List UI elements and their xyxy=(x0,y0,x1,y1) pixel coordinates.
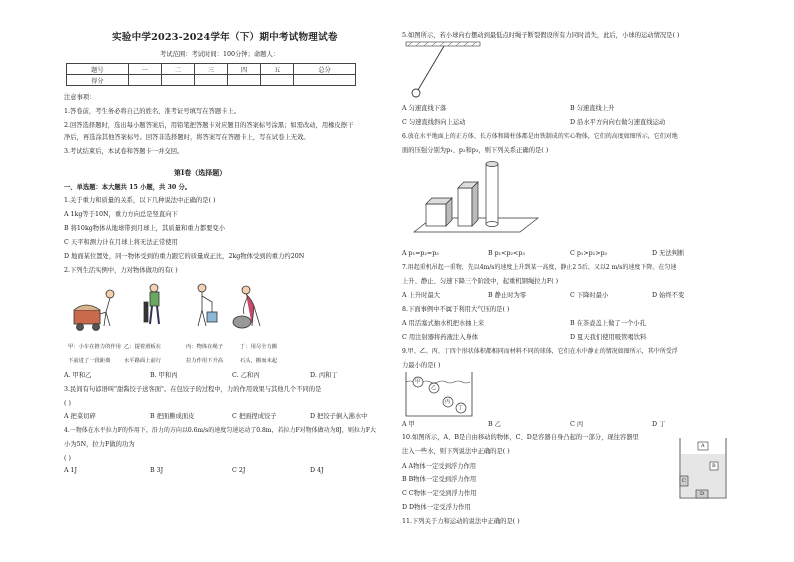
q10-option: B B物体一定受到浮力作用 xyxy=(402,476,477,483)
score-header-cell: 一 xyxy=(128,64,161,75)
q7-option: B 静止时为零 xyxy=(488,292,527,299)
q10-option: D D物体一定受浮力作用 xyxy=(402,504,471,511)
ball-label: 乙 xyxy=(431,385,437,391)
q9-option: D 丁 xyxy=(652,421,666,428)
q9-option: C 丙 xyxy=(570,421,584,428)
exam-info: 考试范围：考试时间：100分钟；命题人： xyxy=(160,51,280,58)
q4-option: B 3J xyxy=(150,467,164,474)
q6-solids-diagram xyxy=(412,158,542,240)
ball-label: 丙 xyxy=(445,399,451,405)
page-title: 实验中学2023-2024学年（下）期中考试物理试卷 xyxy=(112,32,338,43)
q2-caption: 石头，搬而未起 xyxy=(240,358,278,364)
score-header-cell: 四 xyxy=(228,64,261,75)
q3-bracket: ( ) xyxy=(64,400,71,407)
cube-shape xyxy=(426,198,452,226)
q9-tank-diagram xyxy=(404,370,474,418)
q2-caption: 甲：小车在推力的作用 xyxy=(68,344,121,350)
q2-option: C. 乙和丙 xyxy=(232,372,260,379)
q2-option: B. 甲和丙 xyxy=(150,372,178,379)
cuboid-shape xyxy=(458,182,478,226)
q10-container-diagram xyxy=(676,436,730,500)
q9-option: B 乙 xyxy=(488,421,501,428)
q2-caption: 水平路面上前行 xyxy=(124,358,162,364)
rope-lift-figure xyxy=(198,284,217,326)
q3-option: D 把饺子倒入沸水中 xyxy=(310,413,368,420)
q4-option: C 2J xyxy=(232,467,246,474)
q5-option: B 匀速直线上升 xyxy=(570,105,615,112)
q6-option: B p₁<p₂<p₃ xyxy=(488,250,525,257)
note-line: 1.答卷前，考生务必将自己的姓名、准考证号填写在答题卡上。 xyxy=(64,108,241,115)
object-label: C xyxy=(682,478,686,484)
part1-title: 一、单选题：本大题共 15 小题，共 30 分。 xyxy=(64,184,192,191)
q2-caption: 下前进了一段距离 xyxy=(68,358,111,364)
cart-push-figure xyxy=(74,290,114,331)
score-header-cell: 题号 xyxy=(67,64,129,75)
q7-option: D 始终不变 xyxy=(652,292,685,299)
score-header-cell: 总分 xyxy=(294,64,356,75)
score-cell[interactable] xyxy=(228,75,261,86)
q2-caption: 乙：提着滑板在 xyxy=(124,344,162,350)
object-label: D xyxy=(700,491,705,497)
score-cell[interactable] xyxy=(161,75,194,86)
ball-label: 丁 xyxy=(458,405,464,411)
q1-option: C 天平和测力计在月球上将无法正常使用 xyxy=(64,239,178,246)
q7-stem: 7.用起重机吊起一重物，先以4m/s的速度上升到某一高度，静止2 5后，又以2 m/s的速度下降。在匀速 xyxy=(402,264,677,271)
score-cell[interactable] xyxy=(261,75,294,86)
q4-option: A 1J xyxy=(64,467,78,474)
q6-option: D 无法判断 xyxy=(652,250,685,257)
score-header-cell: 二 xyxy=(161,64,194,75)
q6-stem: 6.放在水平地面上的正方体、长方体和圆柱体都是由铁制成的实心物体，它们的高度如图所示，它们对地 xyxy=(402,133,678,140)
q5-option: A 匀速直线下落 xyxy=(402,105,447,112)
score-row-label: 得分 xyxy=(67,75,129,86)
q8-option: D 夏天我们使用吸管喝饮料 xyxy=(570,334,647,341)
q2-caption: 拉力作用下升高 xyxy=(186,358,224,364)
q7-option: A 上升时最大 xyxy=(402,292,441,299)
score-cell[interactable] xyxy=(128,75,161,86)
q5-stem: 5.如图所示，若小球向右摆动到最低点时绳子断裂假设所有力同时消失，此后，小球的运动情况是( ) xyxy=(402,32,680,39)
q2-caption: 丙：物体在绳子 xyxy=(186,344,224,350)
score-table-row xyxy=(67,75,356,86)
q1-option: A 1kg等于10N，重力方向总是竖直向下 xyxy=(64,211,178,218)
ball-label: 甲 xyxy=(415,379,421,385)
q9-option: A 甲 xyxy=(402,421,415,428)
q5-option: D 沿水平方向向右做匀速直线运动 xyxy=(570,119,666,126)
q3-option: A 把菜切碎 xyxy=(64,413,96,420)
q10-stem: 10.如图所示，A、B是自由移动的物体，C、D是容器自身凸起的一部分，现往容器里 xyxy=(402,434,639,441)
q1-option: B 将10kg物体从地球带到月球上，其质量和重力都要变小 xyxy=(64,225,226,232)
score-cell[interactable] xyxy=(294,75,356,86)
object-label: A xyxy=(701,443,705,449)
q4-stem: 4.一物体在水平拉力F的作用下，沿力的方向以0.6m/s的速度匀速运动了0.8m，若拉力F对物体做功为8J，则拉力F大 xyxy=(64,427,377,434)
q2-caption: 丁：用尽全力搬 xyxy=(240,344,278,350)
note-line: 2.回答选择题时，选出每小题答案后，用铅笔把答题卡对应题目的答案标号涂黑；如需改动，用橡皮擦干 xyxy=(64,122,354,129)
q6-stem: 面的压强分别为p₁、p₂和p₃，则下列关系正确的是( ) xyxy=(402,147,549,154)
q4-option: D 4J xyxy=(310,467,324,474)
q2-illustration xyxy=(66,280,276,338)
notes-title: 注意事项： xyxy=(64,94,96,101)
q3-stem: 3.民间有句谚语叫"甜酱饺子送客面"。在包饺子的过程中，力的作用效果与其他几个不同的是 xyxy=(64,386,322,393)
q10-option: C C物体一定受到浮力作用 xyxy=(402,490,477,497)
score-cell[interactable] xyxy=(194,75,227,86)
q1-stem: 1.关于重力和质量的关系，以下几种说法中正确的是( ) xyxy=(64,197,216,204)
stone-lift-figure xyxy=(233,286,260,328)
q4-bracket: ( ) xyxy=(64,455,71,462)
score-table xyxy=(66,63,356,86)
q3-option: B 把面擀成面皮 xyxy=(150,413,195,420)
q11-stem: 11.下列关于力和运动的说法中正确的是( ) xyxy=(402,518,520,525)
q8-option: C 用注射器将药液注入身体 xyxy=(402,334,479,341)
q6-option: A p₁=p₂=p₃ xyxy=(402,250,439,257)
q7-stem: 上升、静止、匀速下降三个阶段中，起重机钢绳拉力F( ) xyxy=(402,278,559,285)
q9-stem: 9.甲、乙、丙、丁四个形状体积都相同而材料不同的球体，它们在水中静止的情况如图所示，其中所受浮 xyxy=(402,348,678,355)
q3-option: C 把面捏成饺子 xyxy=(232,413,277,420)
q5-option: C 匀速直线斜向上运动 xyxy=(402,119,466,126)
q4-stem: 小为5N，拉力F做的功为 xyxy=(64,441,135,448)
q10-option: A A物体一定受到浮力作用 xyxy=(402,463,477,470)
q2-stem: 2.下列生活实例中，力对物体做功的有( ) xyxy=(64,267,178,274)
score-header-cell: 五 xyxy=(261,64,294,75)
q10-stem: 注入一些水，则下列说法中正确的是( ) xyxy=(402,448,510,455)
q2-option: D. 丙和丁 xyxy=(310,372,338,379)
q1-option: D 地面某位置处，同一物体受到的重力跟它的质量成正比，2kg物体受到的重力约20N xyxy=(64,253,305,260)
q2-option: A. 甲和乙 xyxy=(64,372,92,379)
note-line: 3.考试结束后，本试卷和答题卡一并交回。 xyxy=(64,148,184,155)
q7-option: C 下降时最小 xyxy=(570,292,609,299)
cylinder-shape xyxy=(486,162,498,227)
note-line: 净后，再选涂其他答案标号。回答非选择题时，将答案写在答题卡上，写在试卷上无效。 xyxy=(64,134,310,141)
skateboard-carry-figure xyxy=(144,284,159,324)
q5-pendulum-diagram xyxy=(404,40,484,102)
score-table-header-row xyxy=(67,64,356,75)
section-title: 第I卷（选择题） xyxy=(174,168,227,177)
q6-option: C p₁>p₂>p₃ xyxy=(570,250,608,257)
object-label: B xyxy=(712,463,716,469)
score-header-cell: 三 xyxy=(194,64,227,75)
q8-stem: 8.下面事例中不属于利用大气压的是( ) xyxy=(402,306,510,313)
q9-stem: 力最小的是( ) xyxy=(402,362,441,369)
q8-option: B 在茶壶盖上做了一个小孔 xyxy=(570,320,646,327)
q8-option: A 用活塞式抽水机把水抽上来 xyxy=(402,320,485,327)
